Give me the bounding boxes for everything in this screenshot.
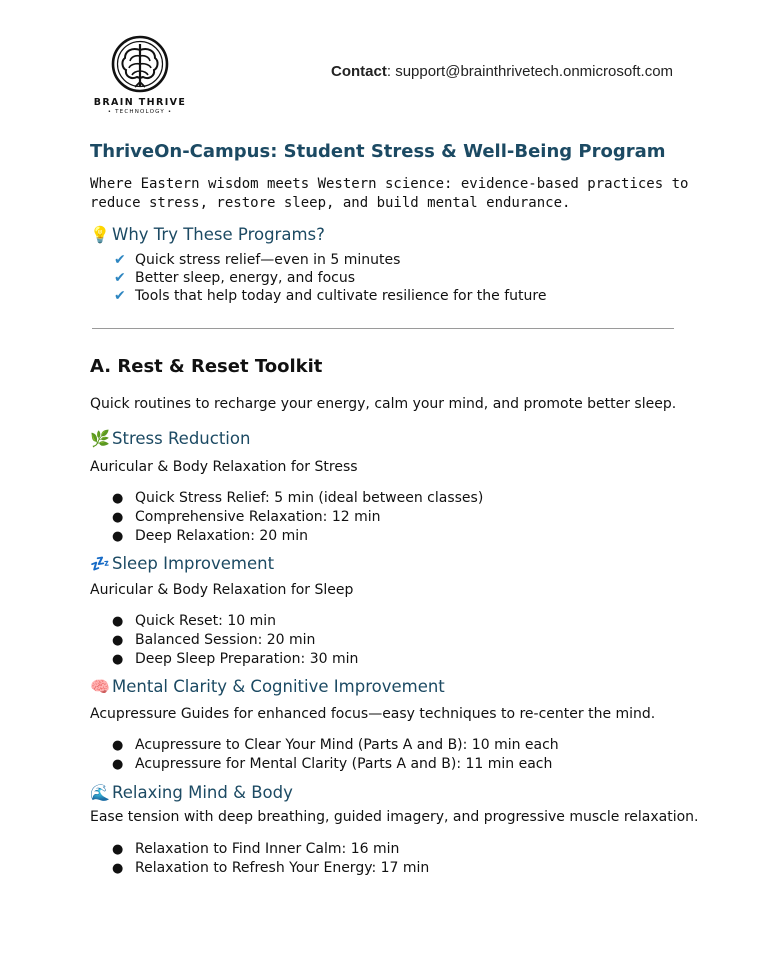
stress-list (112, 489, 483, 546)
contact-label: Contact (331, 63, 387, 80)
why-heading-text: Why Try These Programs? (112, 225, 325, 244)
program-tagline: Where Eastern wisdom meets Western science: evidence-based practices to reduce stress, restore sleep, and build mental endurance. (90, 176, 689, 211)
bullet-icon: ● (112, 510, 124, 525)
list-item (112, 489, 483, 508)
page-title: ThriveOn-Campus: Student Stress & Well-Being Program (90, 141, 666, 162)
benefit-text: Tools that help today and cultivate resilience for the future (135, 288, 547, 304)
bullet-icon: ● (112, 757, 124, 772)
brain-tree-icon (110, 34, 170, 94)
list-item (112, 527, 483, 546)
relax-subtitle: Ease tension with deep breathing, guided imagery, and progressive muscle relaxation. (90, 809, 699, 825)
contact-line: Contact: support@brainthrivetech.onmicrosoft.com (331, 63, 674, 80)
logo-name: BRAIN THRIVE (93, 97, 187, 108)
check-icon: ✔ (114, 270, 126, 286)
bullet-icon: ● (112, 738, 124, 753)
stress-heading-text: Stress Reduction (112, 429, 251, 448)
list-item (112, 755, 559, 774)
why-heading (90, 225, 325, 244)
benefit-text: Better sleep, energy, and focus (135, 270, 356, 286)
bullet-icon: ● (112, 633, 124, 648)
clarity-heading-text: Mental Clarity & Cognitive Improvement (112, 677, 445, 696)
list-item-text: Balanced Session: 20 min (135, 632, 316, 648)
benefit-item (114, 269, 546, 287)
list-item-text: Relaxation to Find Inner Calm: 16 min (135, 841, 400, 857)
clarity-subtitle: Acupressure Guides for enhanced focus—easy techniques to re-center the mind. (90, 706, 656, 722)
list-item (112, 612, 358, 631)
logo-tagline: • TECHNOLOGY • (107, 109, 173, 115)
lightbulb-icon: 💡 (90, 225, 110, 244)
bullet-icon: ● (112, 491, 124, 506)
clarity-list (112, 736, 559, 774)
list-item (112, 650, 358, 669)
list-item-text: Quick Stress Relief: 5 min (ideal between classes) (135, 490, 484, 506)
leaf-icon: 🌿 (90, 429, 110, 448)
section-divider (92, 328, 674, 329)
list-item (112, 631, 358, 650)
contact-email[interactable]: support@brainthrivetech.onmicrosoft.com (395, 63, 674, 80)
list-item-text: Acupressure for Mental Clarity (Parts A and B): 11 min each (135, 756, 553, 772)
sleep-zzz-icon: 💤 (90, 554, 110, 573)
list-item-text: Deep Relaxation: 20 min (135, 528, 309, 544)
bullet-icon: ● (112, 652, 124, 667)
benefits-list (114, 251, 546, 305)
list-item-text: Acupressure to Clear Your Mind (Parts A and B): 10 min each (135, 737, 559, 753)
list-item (112, 840, 429, 859)
sleep-subtitle: Auricular & Body Relaxation for Sleep (90, 582, 354, 598)
list-item-text: Quick Reset: 10 min (135, 613, 276, 629)
list-item (112, 859, 429, 878)
relax-heading-text: Relaxing Mind & Body (112, 783, 293, 802)
relax-list (112, 840, 429, 878)
bullet-icon: ● (112, 614, 124, 629)
benefit-item (114, 251, 546, 269)
wave-icon: 🌊 (90, 783, 110, 802)
list-item-text: Deep Sleep Preparation: 30 min (135, 651, 359, 667)
sleep-heading (90, 554, 274, 573)
stress-subtitle: Auricular & Body Relaxation for Stress (90, 459, 358, 475)
sleep-heading-text: Sleep Improvement (112, 554, 275, 573)
bullet-icon: ● (112, 861, 124, 876)
benefit-text: Quick stress relief—even in 5 minutes (135, 252, 401, 268)
benefit-item (114, 287, 546, 305)
bullet-icon: ● (112, 842, 124, 857)
clarity-heading (90, 677, 445, 696)
company-logo (92, 34, 188, 115)
list-item (112, 736, 559, 755)
list-item (112, 508, 483, 527)
list-item-text: Comprehensive Relaxation: 12 min (135, 509, 381, 525)
list-item-text: Relaxation to Refresh Your Energy: 17 min (135, 860, 430, 876)
check-icon: ✔ (114, 252, 126, 268)
brain-icon: 🧠 (90, 677, 110, 696)
section-a-heading: A. Rest & Reset Toolkit (90, 356, 323, 377)
sleep-list (112, 612, 358, 669)
stress-heading (90, 429, 250, 448)
check-icon: ✔ (114, 288, 126, 304)
relax-heading (90, 783, 293, 802)
bullet-icon: ● (112, 529, 124, 544)
section-a-intro: Quick routines to recharge your energy, calm your mind, and promote better sleep. (90, 396, 677, 412)
